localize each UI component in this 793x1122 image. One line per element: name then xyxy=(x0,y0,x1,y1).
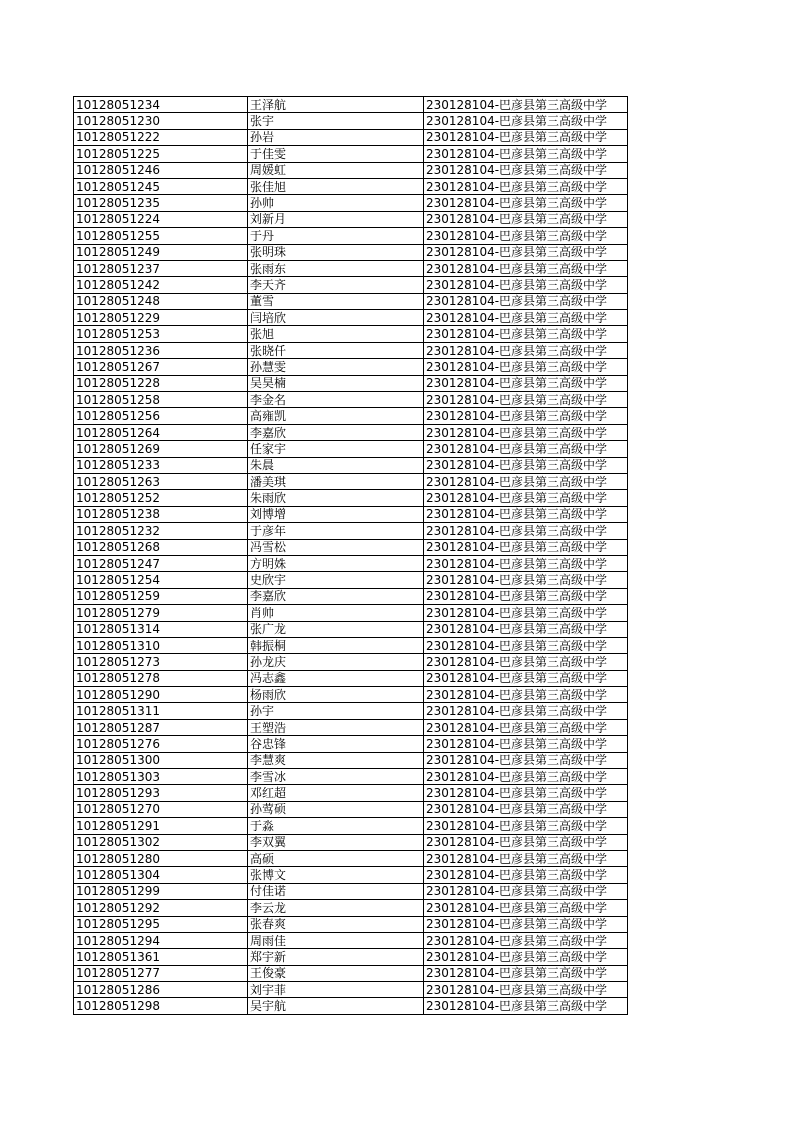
table-row xyxy=(74,392,628,408)
school-cell: 230128104-巴彦县第三高级中学 xyxy=(424,162,628,178)
table-row xyxy=(74,998,628,1014)
school-cell: 230128104-巴彦县第三高级中学 xyxy=(424,244,628,260)
student-name-cell: 郑宇新 xyxy=(248,949,424,965)
school-cell: 230128104-巴彦县第三高级中学 xyxy=(424,621,628,637)
table-row xyxy=(74,572,628,588)
table-row xyxy=(74,932,628,948)
exam-id-cell: 10128051229 xyxy=(74,310,248,326)
school-cell: 230128104-巴彦县第三高级中学 xyxy=(424,473,628,489)
exam-id-cell: 10128051234 xyxy=(74,97,248,113)
school-cell: 230128104-巴彦县第三高级中学 xyxy=(424,310,628,326)
student-name-cell: 李嘉欣 xyxy=(248,424,424,440)
school-cell: 230128104-巴彦县第三高级中学 xyxy=(424,260,628,276)
school-cell: 230128104-巴彦县第三高级中学 xyxy=(424,490,628,506)
student-name-cell: 杨雨欣 xyxy=(248,687,424,703)
exam-id-cell: 10128051279 xyxy=(74,605,248,621)
table-row xyxy=(74,883,628,899)
student-name-cell: 张明珠 xyxy=(248,244,424,260)
table-row xyxy=(74,539,628,555)
student-name-cell: 李金名 xyxy=(248,392,424,408)
student-name-cell: 李慧爽 xyxy=(248,752,424,768)
school-cell: 230128104-巴彦县第三高级中学 xyxy=(424,457,628,473)
school-cell: 230128104-巴彦县第三高级中学 xyxy=(424,293,628,309)
student-name-cell: 潘美琪 xyxy=(248,473,424,489)
table-row xyxy=(74,867,628,883)
student-name-cell: 孙岩 xyxy=(248,129,424,145)
table-row xyxy=(74,736,628,752)
student-name-cell: 高雍凯 xyxy=(248,408,424,424)
table-row xyxy=(74,424,628,440)
table-row xyxy=(74,523,628,539)
table-row xyxy=(74,277,628,293)
school-cell: 230128104-巴彦县第三高级中学 xyxy=(424,850,628,866)
school-cell: 230128104-巴彦县第三高级中学 xyxy=(424,703,628,719)
school-cell: 230128104-巴彦县第三高级中学 xyxy=(424,637,628,653)
table-row xyxy=(74,146,628,162)
exam-id-cell: 10128051256 xyxy=(74,408,248,424)
exam-id-cell: 10128051235 xyxy=(74,195,248,211)
table-row xyxy=(74,441,628,457)
student-name-cell: 张旭 xyxy=(248,326,424,342)
table-row xyxy=(74,310,628,326)
school-cell: 230128104-巴彦县第三高级中学 xyxy=(424,687,628,703)
student-name-cell: 张春爽 xyxy=(248,916,424,932)
exam-id-cell: 10128051228 xyxy=(74,375,248,391)
school-cell: 230128104-巴彦县第三高级中学 xyxy=(424,818,628,834)
exam-id-cell: 10128051278 xyxy=(74,670,248,686)
exam-id-cell: 10128051286 xyxy=(74,982,248,998)
exam-id-cell: 10128051248 xyxy=(74,293,248,309)
table-row xyxy=(74,408,628,424)
exam-id-cell: 10128051293 xyxy=(74,785,248,801)
table-row xyxy=(74,359,628,375)
table-row xyxy=(74,342,628,358)
student-name-cell: 肖帅 xyxy=(248,605,424,621)
exam-id-cell: 10128051294 xyxy=(74,932,248,948)
table-row xyxy=(74,850,628,866)
table-row xyxy=(74,506,628,522)
student-table xyxy=(73,96,628,1015)
school-cell: 230128104-巴彦县第三高级中学 xyxy=(424,883,628,899)
table-row xyxy=(74,654,628,670)
exam-id-cell: 10128051233 xyxy=(74,457,248,473)
student-name-cell: 李嘉欣 xyxy=(248,588,424,604)
school-cell: 230128104-巴彦县第三高级中学 xyxy=(424,228,628,244)
table-row xyxy=(74,457,628,473)
school-cell: 230128104-巴彦县第三高级中学 xyxy=(424,113,628,129)
exam-id-cell: 10128051269 xyxy=(74,441,248,457)
exam-id-cell: 10128051254 xyxy=(74,572,248,588)
student-name-cell: 孙慧雯 xyxy=(248,359,424,375)
exam-id-cell: 10128051314 xyxy=(74,621,248,637)
table-row xyxy=(74,818,628,834)
table-row xyxy=(74,326,628,342)
school-cell: 230128104-巴彦县第三高级中学 xyxy=(424,785,628,801)
table-row xyxy=(74,965,628,981)
exam-id-cell: 10128051255 xyxy=(74,228,248,244)
table-row xyxy=(74,752,628,768)
student-name-cell: 周媛虹 xyxy=(248,162,424,178)
school-cell: 230128104-巴彦县第三高级中学 xyxy=(424,375,628,391)
student-name-cell: 刘宇菲 xyxy=(248,982,424,998)
exam-id-cell: 10128051242 xyxy=(74,277,248,293)
student-name-cell: 史欣宇 xyxy=(248,572,424,588)
student-name-cell: 孙莺硕 xyxy=(248,801,424,817)
exam-id-cell: 10128051291 xyxy=(74,818,248,834)
exam-id-cell: 10128051245 xyxy=(74,178,248,194)
exam-id-cell: 10128051298 xyxy=(74,998,248,1014)
exam-id-cell: 10128051230 xyxy=(74,113,248,129)
student-name-cell: 高硕 xyxy=(248,850,424,866)
exam-id-cell: 10128051249 xyxy=(74,244,248,260)
exam-id-cell: 10128051292 xyxy=(74,900,248,916)
exam-id-cell: 10128051277 xyxy=(74,965,248,981)
school-cell: 230128104-巴彦县第三高级中学 xyxy=(424,670,628,686)
table-row xyxy=(74,605,628,621)
exam-id-cell: 10128051295 xyxy=(74,916,248,932)
school-cell: 230128104-巴彦县第三高级中学 xyxy=(424,719,628,735)
school-cell: 230128104-巴彦县第三高级中学 xyxy=(424,932,628,948)
exam-id-cell: 10128051270 xyxy=(74,801,248,817)
school-cell: 230128104-巴彦县第三高级中学 xyxy=(424,97,628,113)
school-cell: 230128104-巴彦县第三高级中学 xyxy=(424,523,628,539)
exam-id-cell: 10128051273 xyxy=(74,654,248,670)
exam-id-cell: 10128051224 xyxy=(74,211,248,227)
table-row xyxy=(74,687,628,703)
table-row xyxy=(74,162,628,178)
table-row xyxy=(74,949,628,965)
student-name-cell: 周雨佳 xyxy=(248,932,424,948)
student-name-cell: 张广龙 xyxy=(248,621,424,637)
table-row xyxy=(74,916,628,932)
student-name-cell: 孙宇 xyxy=(248,703,424,719)
student-name-cell: 邓红超 xyxy=(248,785,424,801)
student-name-cell: 刘新月 xyxy=(248,211,424,227)
school-cell: 230128104-巴彦县第三高级中学 xyxy=(424,588,628,604)
table-row xyxy=(74,785,628,801)
exam-id-cell: 10128051236 xyxy=(74,342,248,358)
exam-id-cell: 10128051259 xyxy=(74,588,248,604)
table-row xyxy=(74,588,628,604)
school-cell: 230128104-巴彦县第三高级中学 xyxy=(424,555,628,571)
school-cell: 230128104-巴彦县第三高级中学 xyxy=(424,342,628,358)
student-name-cell: 吴宇航 xyxy=(248,998,424,1014)
table-row xyxy=(74,244,628,260)
exam-id-cell: 10128051246 xyxy=(74,162,248,178)
school-cell: 230128104-巴彦县第三高级中学 xyxy=(424,178,628,194)
school-cell: 230128104-巴彦县第三高级中学 xyxy=(424,277,628,293)
student-name-cell: 张佳旭 xyxy=(248,178,424,194)
student-name-cell: 冯志鑫 xyxy=(248,670,424,686)
student-name-cell: 谷忠锋 xyxy=(248,736,424,752)
student-name-cell: 孙帅 xyxy=(248,195,424,211)
school-cell: 230128104-巴彦县第三高级中学 xyxy=(424,424,628,440)
student-name-cell: 付佳诺 xyxy=(248,883,424,899)
student-name-cell: 韩振桐 xyxy=(248,637,424,653)
table-row xyxy=(74,490,628,506)
student-name-cell: 方明姝 xyxy=(248,555,424,571)
exam-id-cell: 10128051280 xyxy=(74,850,248,866)
table-row xyxy=(74,719,628,735)
exam-id-cell: 10128051225 xyxy=(74,146,248,162)
table-row xyxy=(74,260,628,276)
exam-id-cell: 10128051253 xyxy=(74,326,248,342)
school-cell: 230128104-巴彦县第三高级中学 xyxy=(424,129,628,145)
school-cell: 230128104-巴彦县第三高级中学 xyxy=(424,752,628,768)
student-name-cell: 于丹 xyxy=(248,228,424,244)
school-cell: 230128104-巴彦县第三高级中学 xyxy=(424,801,628,817)
school-cell: 230128104-巴彦县第三高级中学 xyxy=(424,392,628,408)
student-name-cell: 刘博增 xyxy=(248,506,424,522)
exam-id-cell: 10128051276 xyxy=(74,736,248,752)
table-row xyxy=(74,670,628,686)
table-row xyxy=(74,293,628,309)
student-name-cell: 李雪冰 xyxy=(248,769,424,785)
student-name-cell: 张宇 xyxy=(248,113,424,129)
exam-id-cell: 10128051252 xyxy=(74,490,248,506)
table-row xyxy=(74,375,628,391)
exam-id-cell: 10128051258 xyxy=(74,392,248,408)
school-cell: 230128104-巴彦县第三高级中学 xyxy=(424,736,628,752)
exam-id-cell: 10128051287 xyxy=(74,719,248,735)
school-cell: 230128104-巴彦县第三高级中学 xyxy=(424,195,628,211)
school-cell: 230128104-巴彦县第三高级中学 xyxy=(424,916,628,932)
student-name-cell: 董雪 xyxy=(248,293,424,309)
school-cell: 230128104-巴彦县第三高级中学 xyxy=(424,441,628,457)
table-row xyxy=(74,703,628,719)
exam-id-cell: 10128051237 xyxy=(74,260,248,276)
table-row xyxy=(74,473,628,489)
student-name-cell: 张晓仟 xyxy=(248,342,424,358)
table-row xyxy=(74,113,628,129)
exam-id-cell: 10128051299 xyxy=(74,883,248,899)
student-name-cell: 李云龙 xyxy=(248,900,424,916)
student-name-cell: 于彦年 xyxy=(248,523,424,539)
exam-id-cell: 10128051290 xyxy=(74,687,248,703)
exam-id-cell: 10128051300 xyxy=(74,752,248,768)
student-name-cell: 张雨东 xyxy=(248,260,424,276)
exam-id-cell: 10128051222 xyxy=(74,129,248,145)
school-cell: 230128104-巴彦县第三高级中学 xyxy=(424,949,628,965)
student-name-cell: 孙龙庆 xyxy=(248,654,424,670)
table-row xyxy=(74,769,628,785)
school-cell: 230128104-巴彦县第三高级中学 xyxy=(424,982,628,998)
table-row xyxy=(74,129,628,145)
table-row xyxy=(74,801,628,817)
school-cell: 230128104-巴彦县第三高级中学 xyxy=(424,605,628,621)
table-row xyxy=(74,637,628,653)
student-name-cell: 任家宇 xyxy=(248,441,424,457)
student-name-cell: 王俊豪 xyxy=(248,965,424,981)
table-row xyxy=(74,211,628,227)
school-cell: 230128104-巴彦县第三高级中学 xyxy=(424,359,628,375)
school-cell: 230128104-巴彦县第三高级中学 xyxy=(424,506,628,522)
student-name-cell: 于佳雯 xyxy=(248,146,424,162)
exam-id-cell: 10128051311 xyxy=(74,703,248,719)
table-row xyxy=(74,97,628,113)
student-name-cell: 王塑浩 xyxy=(248,719,424,735)
exam-id-cell: 10128051232 xyxy=(74,523,248,539)
table-row xyxy=(74,195,628,211)
student-name-cell: 冯雪松 xyxy=(248,539,424,555)
school-cell: 230128104-巴彦县第三高级中学 xyxy=(424,834,628,850)
table-row xyxy=(74,982,628,998)
student-name-cell: 闫培欣 xyxy=(248,310,424,326)
student-name-cell: 朱雨欣 xyxy=(248,490,424,506)
exam-id-cell: 10128051238 xyxy=(74,506,248,522)
exam-id-cell: 10128051310 xyxy=(74,637,248,653)
exam-id-cell: 10128051263 xyxy=(74,473,248,489)
school-cell: 230128104-巴彦县第三高级中学 xyxy=(424,769,628,785)
school-cell: 230128104-巴彦县第三高级中学 xyxy=(424,867,628,883)
school-cell: 230128104-巴彦县第三高级中学 xyxy=(424,998,628,1014)
school-cell: 230128104-巴彦县第三高级中学 xyxy=(424,572,628,588)
table-row xyxy=(74,228,628,244)
student-name-cell: 张博文 xyxy=(248,867,424,883)
table-body xyxy=(74,97,628,1015)
exam-id-cell: 10128051302 xyxy=(74,834,248,850)
school-cell: 230128104-巴彦县第三高级中学 xyxy=(424,539,628,555)
school-cell: 230128104-巴彦县第三高级中学 xyxy=(424,408,628,424)
student-name-cell: 李双翼 xyxy=(248,834,424,850)
exam-id-cell: 10128051247 xyxy=(74,555,248,571)
exam-id-cell: 10128051268 xyxy=(74,539,248,555)
table-row xyxy=(74,900,628,916)
student-name-cell: 吴昊楠 xyxy=(248,375,424,391)
table-row xyxy=(74,621,628,637)
student-name-cell: 朱晨 xyxy=(248,457,424,473)
table-row xyxy=(74,178,628,194)
school-cell: 230128104-巴彦县第三高级中学 xyxy=(424,900,628,916)
school-cell: 230128104-巴彦县第三高级中学 xyxy=(424,146,628,162)
school-cell: 230128104-巴彦县第三高级中学 xyxy=(424,326,628,342)
exam-id-cell: 10128051303 xyxy=(74,769,248,785)
student-name-cell: 李天齐 xyxy=(248,277,424,293)
school-cell: 230128104-巴彦县第三高级中学 xyxy=(424,965,628,981)
student-name-cell: 王泽航 xyxy=(248,97,424,113)
table-row xyxy=(74,555,628,571)
exam-id-cell: 10128051361 xyxy=(74,949,248,965)
exam-id-cell: 10128051304 xyxy=(74,867,248,883)
exam-id-cell: 10128051264 xyxy=(74,424,248,440)
school-cell: 230128104-巴彦县第三高级中学 xyxy=(424,654,628,670)
school-cell: 230128104-巴彦县第三高级中学 xyxy=(424,211,628,227)
exam-id-cell: 10128051267 xyxy=(74,359,248,375)
student-name-cell: 于淼 xyxy=(248,818,424,834)
table-row xyxy=(74,834,628,850)
